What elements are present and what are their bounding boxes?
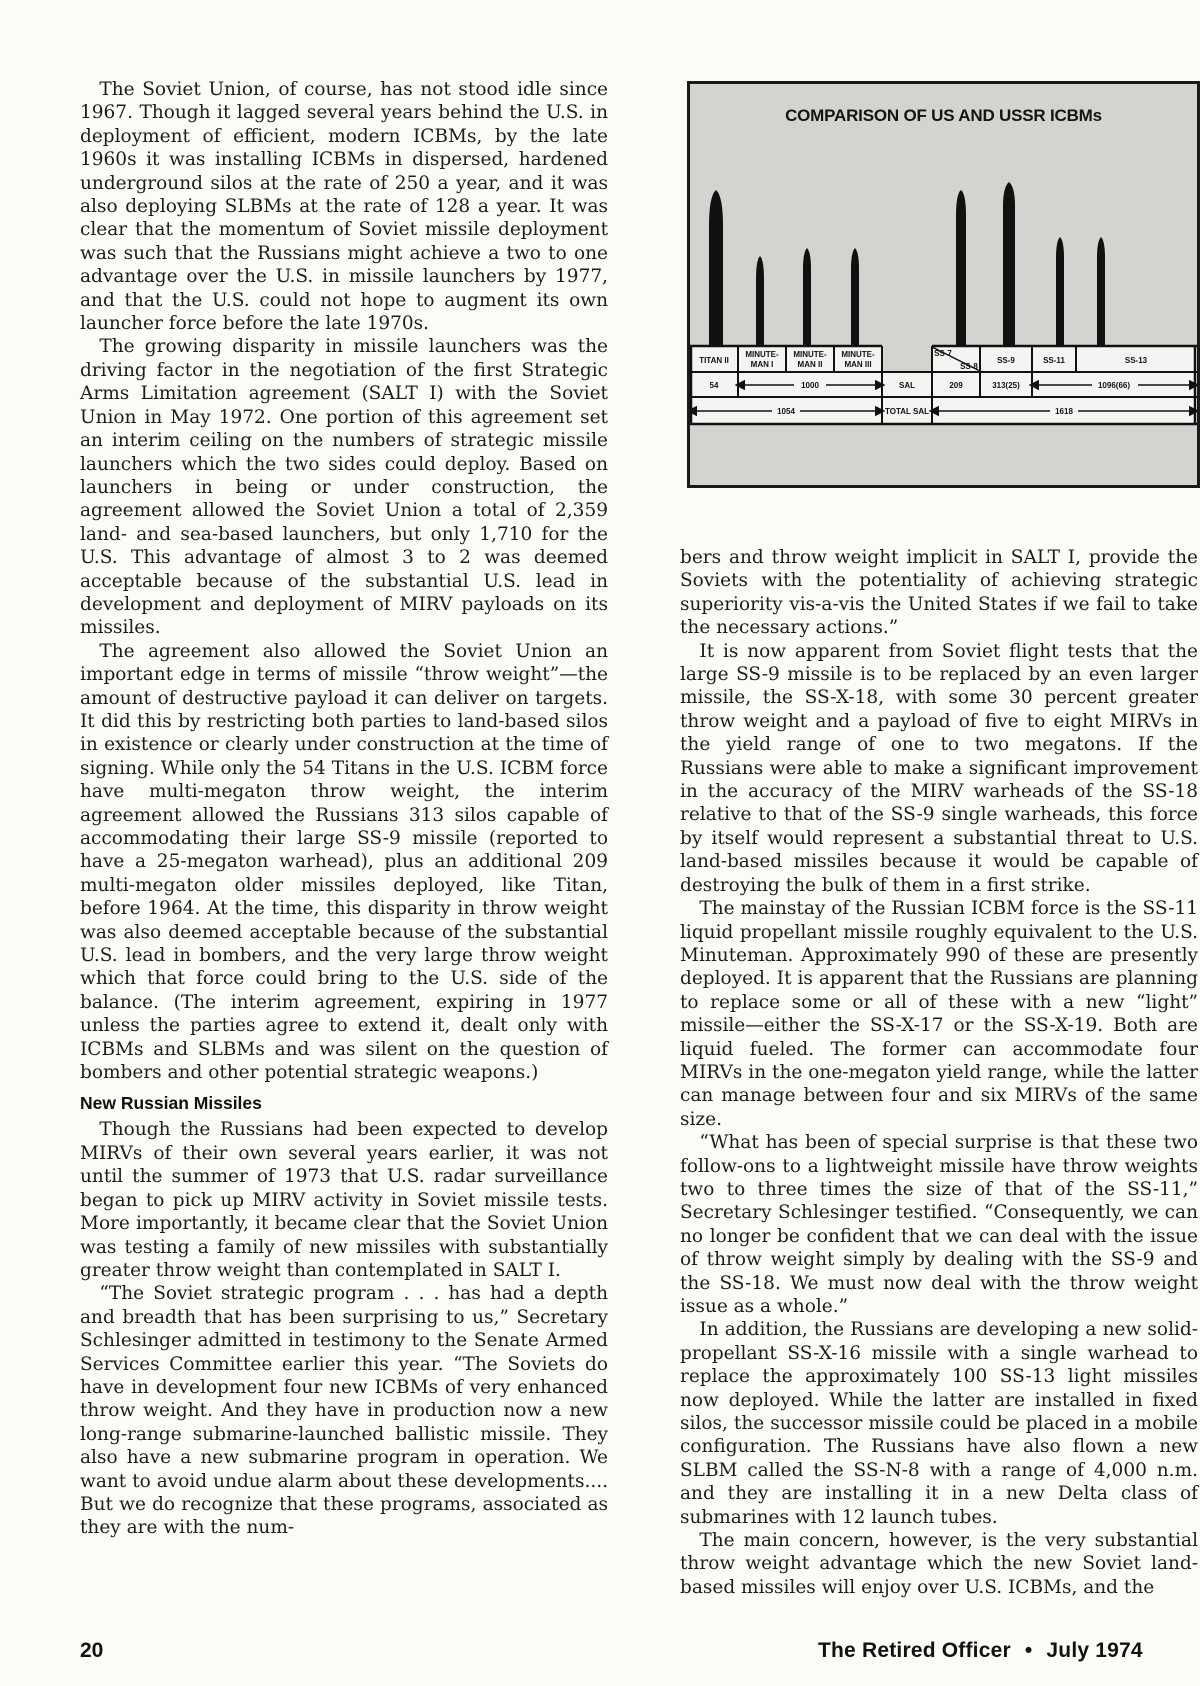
minuteman-total-count: 1000 (801, 381, 819, 390)
footer-separator: • (1024, 1639, 1033, 1662)
page-number: 20 (80, 1639, 104, 1662)
titan-ii-missile-icon (709, 190, 723, 346)
minuteman-i-missile-icon (756, 256, 764, 346)
minuteman-iii-label-line1: MINUTE- (841, 350, 875, 359)
ss-7-missile-icon (956, 190, 966, 346)
sal-label: SAL (899, 381, 915, 390)
minuteman-i-label-line1: MINUTE- (745, 350, 779, 359)
right-continuation: bers and throw weight implicit in SALT I, provide the Soviets with the potentiality of achieving strategic superiority vis-a-vis the United States if we fail to take the necessary actions.” (680, 547, 1198, 639)
ss-11-13-count: 1096(66) (1097, 381, 1131, 390)
ss-7-8-count: 209 (949, 381, 963, 390)
right-paragraph-4: In addition, the Russians are developing a new solid-propellant SS-X-16 missile with a single warhead to replace the approximately 100 SS-13 light missiles now deployed. While the latter are installed in fixed silos, the successor missile could be placed in a mobile configuration. The Russians have also flown a new SLBM called the SS-N-8 with a range of 4,000 n.m. and they are installing it in a new Delta class of submarines with 12 launch tubes. (680, 1319, 1198, 1528)
left-paragraph-1: The Soviet Union, of course, has not stood idle since 1967. Though it lagged several years behind the U.S. in deployment of efficient, modern ICBMs, by the late 1960s it was installing ICBMs in dispersed, hardened underground silos at the rate of 250 a year, and it was also deploying SLBMs at the rate of 128 a year. It was clear that the momentum of Soviet missile deployment was such that the Russians might achieve a two to one advantage over the U.S. in missile launchers by 1977, and that the U.S. could not hope to augment its own launcher force before the late 1970s. (80, 79, 608, 335)
publication-footer (818, 1639, 1143, 1663)
minuteman-ii-label-line1: MINUTE- (793, 350, 827, 359)
total-sal-label: TOTAL SAL (885, 407, 929, 416)
minuteman-ii-missile-icon (803, 248, 811, 346)
right-paragraph-3: “What has been of special surprise is that these two follow-ons to a lightweight missile have throw weights two to three times the size of that of the SS-11,” Secretary Schlesinger testified. “Consequently, we can no longer be confident that we can deal with the issue of throw weight simply by dealing with the SS-9 and the SS-18. We must now deal with the throw weight issue as a whole.” (680, 1132, 1198, 1317)
missile-silhouettes (709, 182, 1105, 346)
left-paragraph-2: The growing disparity in missile launchers was the driving factor in the negotiation of the first Strategic Arms Limitation agreement (SALT I) with the Soviet Union in May 1972. One portion of this agreement set an interim ceiling on the numbers of strategic missile launchers which the two sides could deploy. Based on launchers in being or under construction, the agreement allowed the Soviet Union a total of 2,359 land- and sea-based launchers, but only 1,710 for the U.S. This advantage of almost 3 to 2 was deemed acceptable because of the substantial U.S. lead in development and deployment of MIRV payloads on its missiles. (80, 336, 608, 639)
ss-7-label: SS-7 (934, 349, 952, 358)
minuteman-i-label-line2: MAN I (750, 360, 774, 369)
section-subhead: New Russian Missiles (80, 1093, 262, 1114)
left-paragraph-3: The agreement also allowed the Soviet Union an important edge in terms of missile “throw weight”—the amount of destructive payload it can deliver on targets. It did this by restricting both parties to land-based silos in existence or clearly under construction at the time of signing. While only the 54 Titans in the U.S. ICBM force have multi-megaton throw weight, the interim agreement allowed the Russians 313 silos capable of accommodating their large SS-9 missile (reported to have a 25-megaton warhead), plus an additional 209 multi-megaton older missiles deployed, like Titan, before 1964. At the time, this disparity in throw weight was also deemed acceptable because of the substantial U.S. lead in bombers, and the very large throw weight which that force could bring to the U.S. side of the balance. (The interim agreement, expiring in 1977 unless the parties agree to extend it, dealt only with ICBMs and SLBMs and was silent on the question of bombers and other potential strategic weapons.) (80, 640, 608, 1084)
left-paragraph-5: “The Soviet strategic program . . . has had a depth and breadth that has been surprising to us,” Secretary Schlesinger admitted in testimony to the Senate Armed Services Committee earlier this year. “The Soviets do have in development four new ICBMs of very enhanced throw weight. And they have in production now a new long-range submarine-launched ballistic missile. They also have a new submarine program in operation. We want to avoid undue alarm about these developments.... But we do recognize that these programs, associated as they are with the num- (80, 1283, 608, 1539)
publication-name: The Retired Officer (818, 1639, 1011, 1662)
icbm-comparison-figure (687, 81, 1200, 488)
titan-ii-count: 54 (709, 381, 719, 390)
minuteman-ii-label-line2: MAN II (797, 360, 823, 369)
minuteman-iii-missile-icon (851, 248, 859, 346)
right-paragraph-5: The main concern, however, is the very substantial throw weight advantage which the new Soviet land-based missiles will enjoy over U.S. ICBMs, and the (680, 1530, 1198, 1598)
ss-9-count: 313(25) (992, 381, 1020, 390)
ss-13-label: SS-13 (1124, 356, 1148, 365)
titan-ii-label: TITAN II (699, 356, 729, 365)
minuteman-iii-label-line2: MAN III (844, 360, 872, 369)
ss-9-label: SS-9 (997, 356, 1015, 365)
ss-11-missile-icon (1056, 237, 1064, 346)
us-total-count: 1054 (777, 407, 795, 416)
icbm-comparison-diagram (690, 84, 1197, 485)
ss-8-label: SS-8 (960, 362, 978, 371)
ss-13-missile-icon (1097, 237, 1105, 346)
right-column (680, 546, 1198, 1599)
right-paragraph-2: The mainstay of the Russian ICBM force is the SS-11 liquid propellant missile roughly equivalent to the U.S. Minuteman. Approximately 990 of these are presently deployed. It is apparent that the Russians are planning to replace some or all of these with a new “light” missile—either the SS-X-17 or the SS-X-19. Both are liquid fueled. The former can accommodate four MIRVs in the one-megaton yield range, while the latter can manage between four and six MIRVs of the same size. (680, 898, 1198, 1130)
ss-9-missile-icon (1003, 182, 1015, 346)
left-paragraph-4: Though the Russians had been expected to develop MIRVs of their own several years earlier, it was not until the summer of 1973 that U.S. radar surveillance began to pick up MIRV activity in Soviet missile tests. More importantly, it became clear that the Soviet Union was testing a family of new missiles with substantially greater throw weight than contemplated in SALT I. (80, 1119, 608, 1281)
left-column (80, 78, 608, 1540)
issue-date: July 1974 (1046, 1639, 1143, 1662)
ss-11-label: SS-11 (1043, 356, 1065, 365)
right-paragraph-1: It is now apparent from Soviet flight tests that the large SS-9 missile is to be replaced by an even larger missile, the SS-X-18, with some 30 percent greater throw weight and a payload of five to eight MIRVs in the yield range of one to two megatons. If the Russians were able to make a significant improvement in the accuracy of the MIRV warheads of the SS-18 relative to that of the SS-9 single warheads, this force by itself would represent a substantial threat to U.S. land-based missiles because it would be capable of destroying the bulk of them in a first strike. (680, 640, 1198, 896)
ussr-total-count: 1618 (1055, 407, 1073, 416)
figure-title: COMPARISON OF US AND USSR ICBMs (785, 106, 1102, 125)
